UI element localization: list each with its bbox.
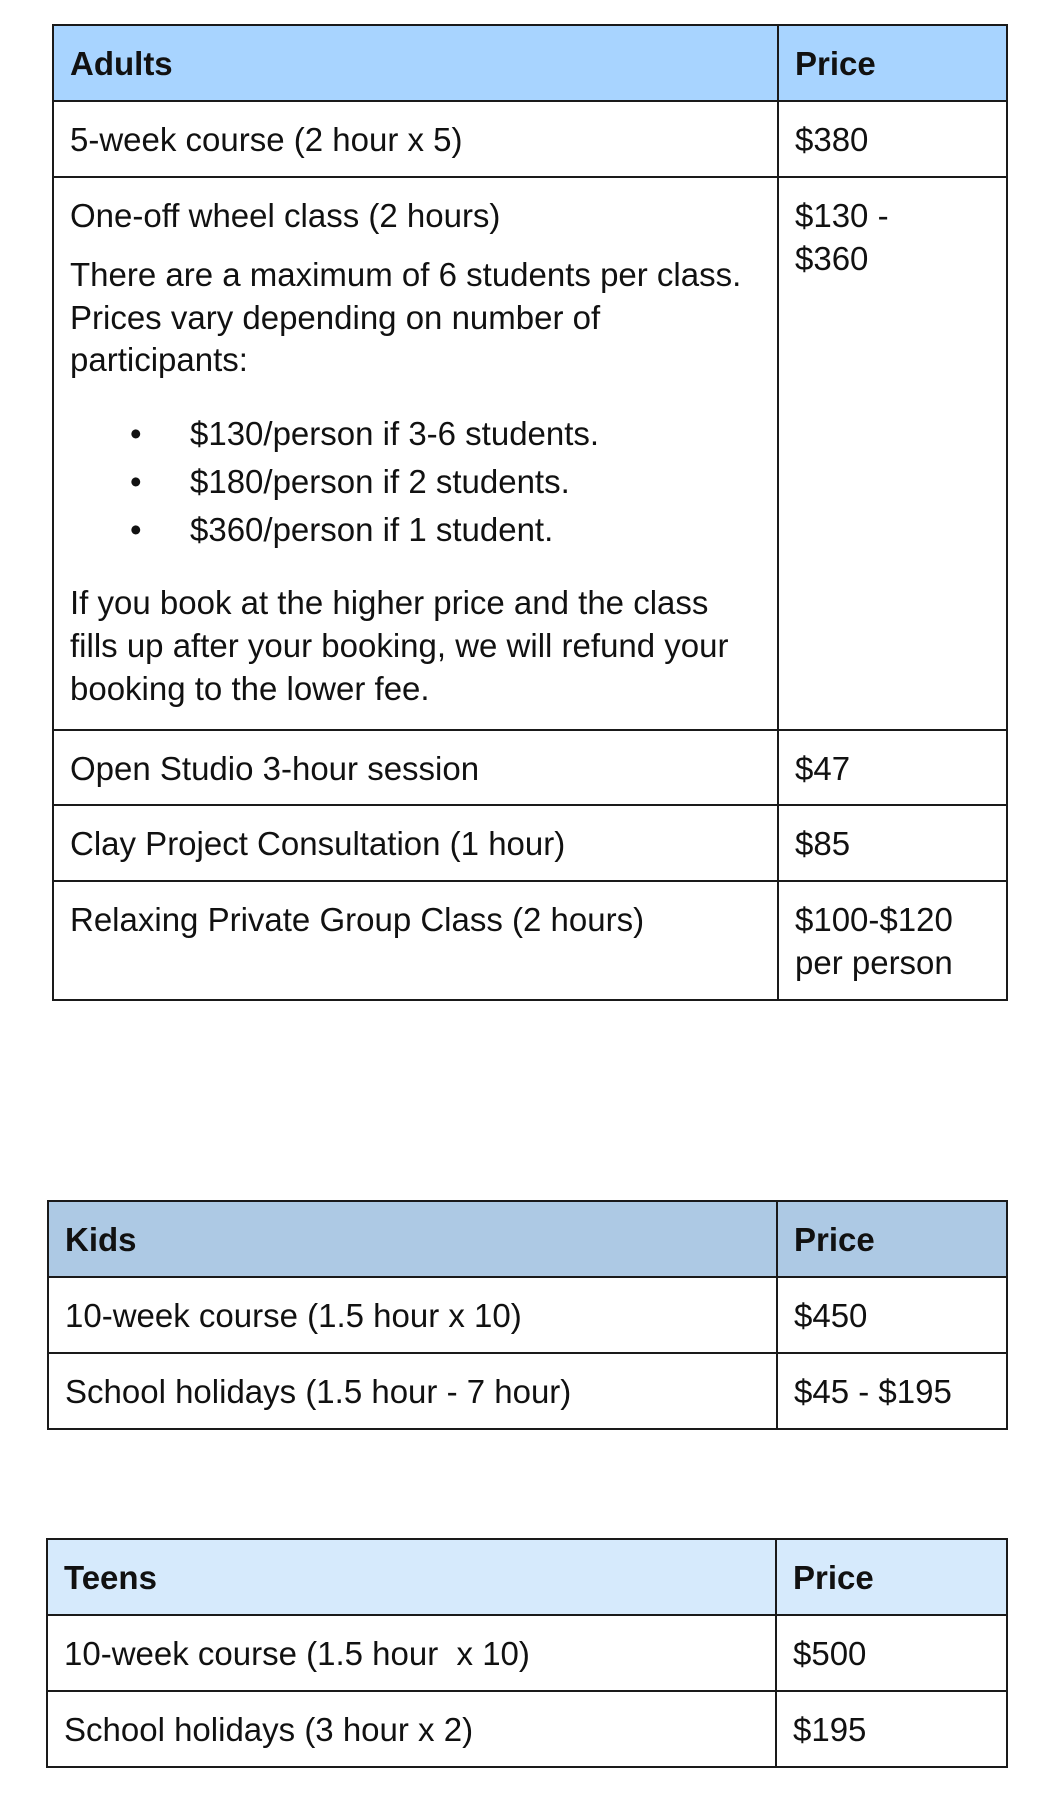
table-row (53, 177, 1007, 730)
row-label: School holidays (3 hour x 2) (47, 1691, 776, 1767)
tier-text: $180/person if 2 students. (190, 463, 570, 501)
table-header-row (48, 1201, 1007, 1277)
bullet-icon: • (130, 463, 142, 501)
adults-header-label: Adults (53, 25, 778, 101)
kids-price-table (47, 1200, 1008, 1430)
row-label: Relaxing Private Group Class (2 hours) (53, 881, 778, 1000)
bullet-icon: • (130, 415, 142, 453)
table-row (48, 1277, 1007, 1353)
adults-price-table (52, 24, 1008, 1001)
row-price: $500 (776, 1615, 1007, 1691)
capacity-note: There are a maximum of 6 students per class. Prices vary depending on number of participants: (70, 255, 742, 379)
row-label: 5-week course (2 hour x 5) (53, 101, 778, 177)
row-price: $85 (778, 805, 1007, 881)
row-price: $380 (778, 101, 1007, 177)
table-row (53, 881, 1007, 1000)
row-label: School holidays (1.5 hour - 7 hour) (48, 1353, 777, 1429)
price-tier-list (70, 410, 761, 554)
table-row (47, 1691, 1007, 1767)
row-price-block (778, 177, 1007, 730)
row-label: 10-week course (1.5 hour x 10) (48, 1277, 777, 1353)
tier-text: $360/person if 1 student. (190, 511, 554, 549)
teens-header-price: Price (776, 1539, 1007, 1615)
table-header-row (53, 25, 1007, 101)
list-item (70, 458, 761, 506)
table-row (53, 730, 1007, 806)
kids-header-label: Kids (48, 1201, 777, 1277)
refund-note: If you book at the higher price and the class fills up after your booking, we will refund your booking to the lower fee. (70, 583, 729, 707)
row-label: Clay Project Consultation (1 hour) (53, 805, 778, 881)
row-price: $45 - $195 (777, 1353, 1007, 1429)
row-label: One-off wheel class (2 hours) (70, 196, 501, 234)
row-label-block (53, 177, 778, 730)
kids-header-price: Price (777, 1201, 1007, 1277)
teens-header-label: Teens (47, 1539, 776, 1615)
teens-price-table (46, 1538, 1008, 1768)
list-item (70, 410, 761, 458)
row-price: $100-$120 (795, 901, 953, 939)
row-price-block (778, 881, 1007, 1000)
table-row (53, 805, 1007, 881)
row-label: Open Studio 3-hour session (53, 730, 778, 806)
row-price: $195 (776, 1691, 1007, 1767)
row-label: 10-week course (1.5 hour x 10) (47, 1615, 776, 1691)
row-price-unit: per person (795, 944, 953, 982)
table-row (48, 1353, 1007, 1429)
row-price: $360 (795, 239, 869, 277)
row-price: $47 (778, 730, 1007, 806)
row-price: $130 - (795, 196, 889, 234)
list-item (70, 506, 761, 554)
row-price: $450 (777, 1277, 1007, 1353)
adults-header-price: Price (778, 25, 1007, 101)
table-header-row (47, 1539, 1007, 1615)
bullet-icon: • (130, 511, 142, 549)
table-row (53, 101, 1007, 177)
tier-text: $130/person if 3-6 students. (190, 415, 600, 453)
table-row (47, 1615, 1007, 1691)
